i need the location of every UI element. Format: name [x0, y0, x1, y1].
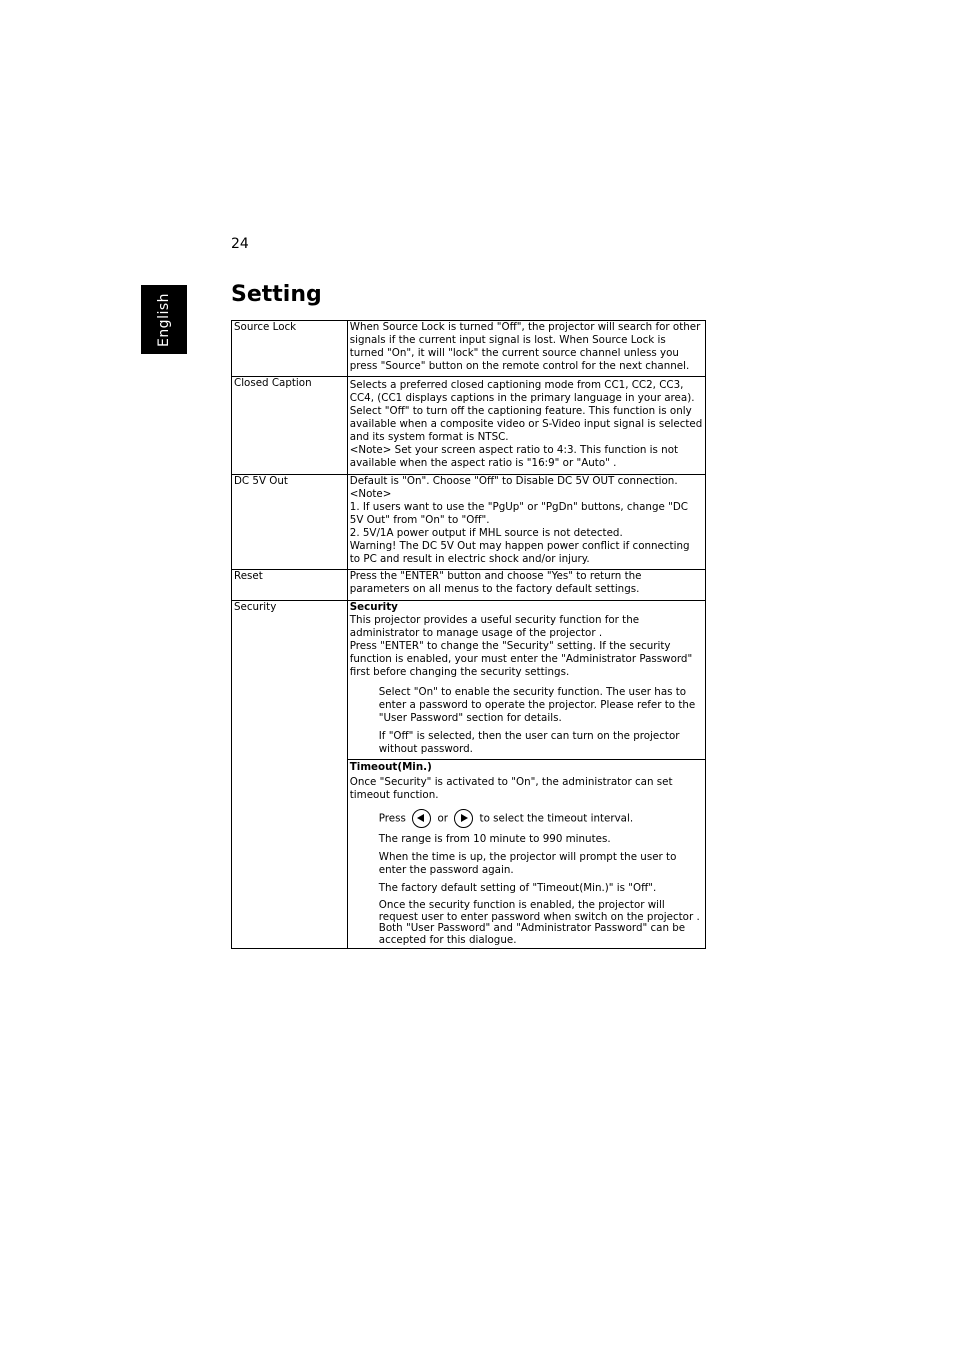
table-row-dc-out — [232, 475, 706, 570]
language-tab-label: English — [156, 292, 172, 347]
language-tab — [141, 285, 187, 354]
description-line: Once "Security" is activated to "On", the administrator can set timeout function. — [349, 776, 673, 801]
description-line: 1. If users want to use the "PgUp" or "PgDn" buttons, change "DC 5V Out" from "On" to "Off". — [349, 501, 688, 526]
setting-description — [347, 601, 705, 760]
table-row-security — [232, 601, 706, 760]
security-heading: Security — [349, 601, 398, 613]
press-word: Press — [378, 812, 406, 825]
setting-description: Press the "ENTER" button and choose "Yes" to return the parameters on all menus to the factory default settings. — [347, 570, 705, 601]
press-tail: to select the timeout interval. — [479, 812, 634, 825]
settings-table — [231, 320, 706, 949]
setting-name: Closed Caption — [232, 377, 348, 475]
setting-description: When Source Lock is turned "Off", the projector will search for other signals if the current input signal is lost. When Source Lock is turned "On", it will "lock" the current source channel unless you press "Source" button on the remote control for the next channel. — [347, 321, 705, 377]
timeout-note: When the time is up, the projector will prompt the user to enter the password again. — [378, 851, 677, 876]
description-line: Selects a preferred closed captioning mode from CC1, CC2, CC3, CC4, (CC1 displays captions in the primary language in your area). Select "Off" to turn off the captioning feature. This function is only available when a composite video or S-Video input signal is selected and its system format is NTSC. — [349, 379, 703, 443]
description-line: <Note> — [349, 488, 392, 500]
security-option-on: Select "On" to enable the security function. The user has to enter a password to operate the projector. Please refer to the "User Password" section for details. — [378, 686, 696, 724]
description-line: This projector provides a useful security function for the administrator to manage usage of the projector . — [349, 614, 640, 639]
left-arrow-icon — [412, 809, 431, 828]
table-row-closed-caption — [232, 377, 706, 475]
timeout-note: The range is from 10 minute to 990 minutes. — [378, 833, 611, 845]
setting-name: Reset — [232, 570, 348, 601]
table-row-reset — [232, 570, 706, 601]
right-arrow-icon — [454, 809, 473, 828]
or-word: or — [437, 812, 448, 825]
setting-description — [347, 475, 705, 570]
security-option-off: If "Off" is selected, then the user can turn on the projector without password. — [378, 730, 680, 755]
description-line: Default is "On". Choose "Off" to Disable DC 5V OUT connection. — [349, 475, 678, 487]
description-line: Press "ENTER" to change the "Security" setting. If the security function is enabled, your must enter the "Administrator Password" first before changing the security settings. — [349, 640, 693, 678]
timeout-note: The factory default setting of "Timeout(Min.)" is "Off". — [378, 882, 657, 894]
description-line: <Note> Set your screen aspect ratio to 4:3. This function is not available when the aspect ratio is "16:9" or "Auto" . — [349, 444, 679, 469]
description-line: Warning! The DC 5V Out may happen power conflict if connecting to PC and result in electric shock and/or injury. — [349, 540, 690, 565]
timeout-press-line — [379, 809, 703, 828]
timeout-note: Once the security function is enabled, the projector will request user to enter password when switch on the projector . Both "User Password" and "Administrator Password" can be accepted for this dialogue. — [378, 899, 700, 946]
setting-description — [347, 377, 705, 475]
setting-name: Source Lock — [232, 321, 348, 377]
setting-name: Security — [232, 601, 348, 949]
setting-name: DC 5V Out — [232, 475, 348, 570]
page-title: Setting — [231, 282, 322, 307]
timeout-heading: Timeout(Min.) — [349, 761, 432, 773]
description-line: 2. 5V/1A power output if MHL source is not detected. — [349, 527, 623, 539]
setting-description — [347, 760, 705, 949]
page-number: 24 — [231, 236, 249, 252]
table-row-source-lock — [232, 321, 706, 377]
